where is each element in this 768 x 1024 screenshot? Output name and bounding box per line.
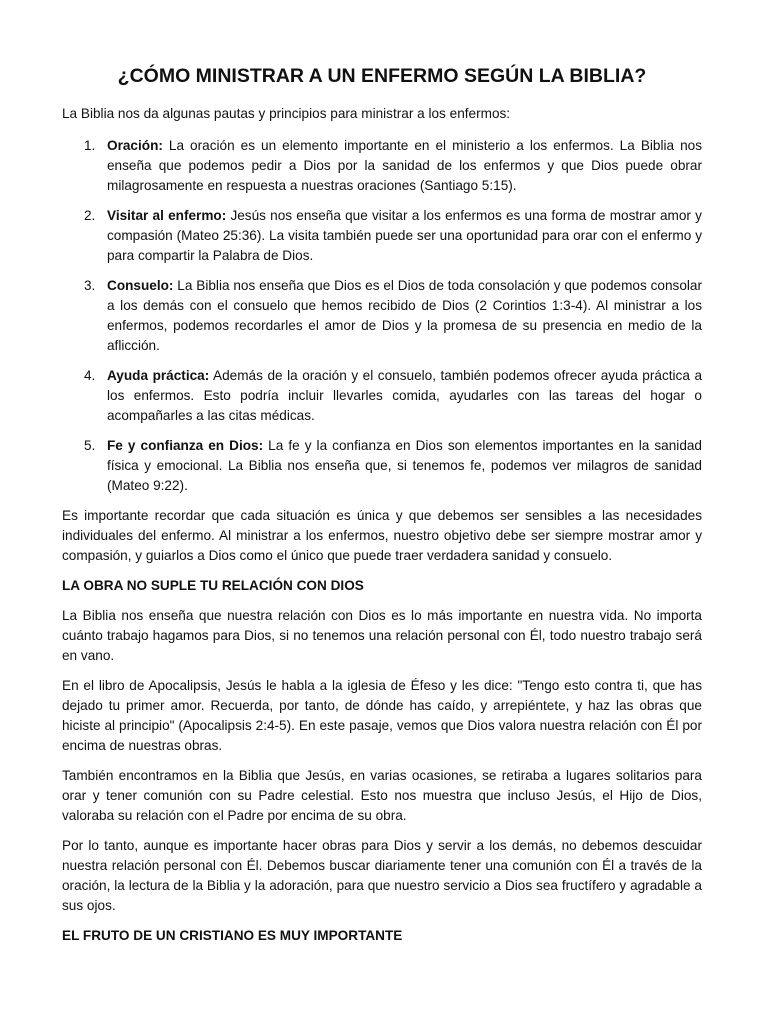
list-term: Fe y confianza en Dios: <box>107 438 264 453</box>
list-term: Consuelo: <box>107 278 174 293</box>
list-body: La Biblia nos enseña que Dios es el Dios de toda consolación y que podemos consolar a los demás con el consuelo que hemos recibido de Dios (2 Corintios 1:3-4). Al ministrar a los enfermos, podemos recordarles el amor de Dios y la promesa de su presencia en medio de la aflicción. <box>107 278 702 353</box>
intro-paragraph: La Biblia nos da algunas pautas y principios para ministrar a los enfermos: <box>62 106 511 121</box>
list-term: Oración: <box>107 138 163 153</box>
closing-paragraph: Es importante recordar que cada situación es única y que debemos ser sensibles a las necesidades individuales del enfermo. Al ministrar a los enfermos, nuestro objetivo debe ser siempre mostrar amor y compasión, y guiarlos a Dios como el único que puede traer verdadera sanidad y consuelo. <box>62 508 702 563</box>
list-item <box>62 136 702 196</box>
list-item-text <box>107 136 702 196</box>
list-item <box>62 276 702 356</box>
list-item <box>62 366 702 426</box>
list-item-text <box>107 206 702 266</box>
page-title: ¿CÓMO MINISTRAR A UN ENFERMO SEGÚN LA BIBLIA? <box>117 65 647 87</box>
list-item-text <box>107 276 702 356</box>
list-number: 1. <box>84 138 96 153</box>
list-body: Jesús nos enseña que visitar a los enfermos es una forma de mostrar amor y compasión (Mateo 25:36). La visita también puede ser una oportunidad para orar con el enfermo y para compartir la Palabra de Dios. <box>107 208 702 263</box>
list-body: Además de la oración y el consuelo, también podemos ofrecer ayuda práctica a los enfermos. Esto podría incluir llevarles comida, ayudarles con las tareas del hogar o acompañarles a las citas médicas. <box>107 368 703 423</box>
section-paragraph: Por lo tanto, aunque es importante hacer obras para Dios y servir a los demás, no debemos descuidar nuestra relación personal con Él. Debemos buscar diariamente tener una comunión con Él a través de la oración, la lectura de la Biblia y la adoración, para que nuestro servicio a Dios sea fructífero y agradable a sus ojos. <box>62 838 702 913</box>
list-number: 3. <box>84 278 96 293</box>
list-body: La fe y la confianza en Dios son elementos importantes en la sanidad física y emocional. La Biblia nos enseña que, si tenemos fe, podemos ver milagros de sanidad (Mateo 9:22). <box>107 438 702 493</box>
list-number: 2. <box>84 208 96 223</box>
list-term: Ayuda práctica: <box>107 368 210 383</box>
list-item-text <box>107 436 702 496</box>
section-heading-obra: LA OBRA NO SUPLE TU RELACIÓN CON DIOS <box>62 578 364 593</box>
guidelines-list <box>62 136 702 496</box>
list-item <box>62 206 702 266</box>
document-page <box>62 64 702 956</box>
list-number: 4. <box>84 368 96 383</box>
section-paragraph: En el libro de Apocalipsis, Jesús le habla a la iglesia de Éfeso y les dice: "Tengo esto contra ti, que has dejado tu primer amor. Recuerda, por tanto, de dónde has caído, y arrepiéntete, y haz las obras que hiciste al principio" (Apocalipsis 2:4-5). En este pasaje, vemos que Dios valora nuestra relación con Él por encima de nuestras obras. <box>62 678 702 753</box>
list-term: Visitar al enfermo: <box>107 208 227 223</box>
list-item <box>62 436 702 496</box>
list-item-text <box>107 366 702 426</box>
list-number: 5. <box>84 438 96 453</box>
section-paragraph: La Biblia nos enseña que nuestra relación con Dios es lo más importante en nuestra vida. No importa cuánto trabajo hagamos para Dios, si no tenemos una relación personal con Él, todo nuestro trabajo será en vano. <box>62 608 702 663</box>
section-heading-fruto: EL FRUTO DE UN CRISTIANO ES MUY IMPORTANTE <box>62 928 403 943</box>
list-body: La oración es un elemento importante en el ministerio a los enfermos. La Biblia nos enseña que podemos pedir a Dios por la sanidad de los enfermos y que Dios puede obrar milagrosamente en respuesta a nuestras oraciones (Santiago 5:15). <box>107 138 702 193</box>
section-paragraph: También encontramos en la Biblia que Jesús, en varias ocasiones, se retiraba a lugares solitarios para orar y tener comunión con su Padre celestial. Esto nos muestra que incluso Jesús, el Hijo de Dios, valoraba su relación con el Padre por encima de su obra. <box>62 768 702 823</box>
